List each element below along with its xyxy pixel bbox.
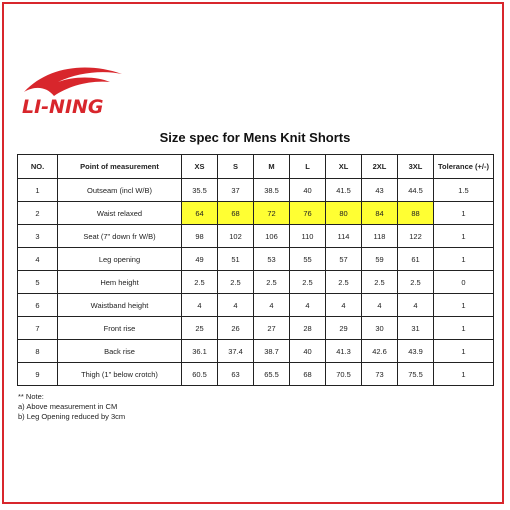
table-cell: 6	[18, 294, 58, 317]
table-cell: 53	[254, 248, 290, 271]
table-cell: 2.5	[290, 271, 326, 294]
table-cell: 84	[362, 202, 398, 225]
table-cell: 106	[254, 225, 290, 248]
notes	[18, 392, 125, 422]
table-cell: 1	[434, 248, 494, 271]
table-header-row	[18, 155, 494, 179]
table-cell: 30	[362, 317, 398, 340]
table-cell: 1	[434, 294, 494, 317]
column-header: XL	[326, 155, 362, 179]
table-cell: 43.9	[398, 340, 434, 363]
table-cell: 40	[290, 340, 326, 363]
table-cell: 5	[18, 271, 58, 294]
table-cell: 40	[290, 179, 326, 202]
table-cell: 59	[362, 248, 398, 271]
table-row	[18, 294, 494, 317]
column-header: L	[290, 155, 326, 179]
table-cell: 4	[182, 294, 218, 317]
table-row	[18, 248, 494, 271]
table-cell: 4	[326, 294, 362, 317]
table-cell: 44.5	[398, 179, 434, 202]
note-line: ** Note:	[18, 392, 44, 401]
table-cell: 1	[434, 317, 494, 340]
table-cell: 80	[326, 202, 362, 225]
column-header: M	[254, 155, 290, 179]
table-cell: 122	[398, 225, 434, 248]
table-cell: 2.5	[398, 271, 434, 294]
table-cell: 76	[290, 202, 326, 225]
table-cell: 49	[182, 248, 218, 271]
table-row	[18, 202, 494, 225]
table-cell: Front rise	[58, 317, 182, 340]
note-line: b) Leg Opening reduced by 3cm	[18, 412, 126, 421]
table-row	[18, 271, 494, 294]
table-cell: 68	[218, 202, 254, 225]
table-cell: 1	[434, 340, 494, 363]
table-cell: 9	[18, 363, 58, 386]
table-cell: 28	[290, 317, 326, 340]
table-cell: 29	[326, 317, 362, 340]
table-cell: 75.5	[398, 363, 434, 386]
table-cell: 43	[362, 179, 398, 202]
table-cell: 60.5	[182, 363, 218, 386]
table-cell: 57	[326, 248, 362, 271]
table-cell: Waistband height	[58, 294, 182, 317]
table-cell: Outseam (incl W/B)	[58, 179, 182, 202]
table-cell: Leg opening	[58, 248, 182, 271]
table-cell: 110	[290, 225, 326, 248]
table-cell: 2.5	[254, 271, 290, 294]
table-cell: 1	[434, 363, 494, 386]
table-cell: Seat (7" down fr W/B)	[58, 225, 182, 248]
table-cell: 7	[18, 317, 58, 340]
table-cell: 64	[182, 202, 218, 225]
table-cell: 70.5	[326, 363, 362, 386]
table-cell: 3	[18, 225, 58, 248]
note-line: a) Above measurement in CM	[18, 402, 118, 411]
column-header: NO.	[18, 155, 58, 179]
table-cell: 4	[218, 294, 254, 317]
column-header: S	[218, 155, 254, 179]
table-cell: 4	[290, 294, 326, 317]
column-header: Point of measurement	[58, 155, 182, 179]
table-cell: 1	[434, 225, 494, 248]
table-cell: 1	[434, 202, 494, 225]
table-cell: 35.5	[182, 179, 218, 202]
table-cell: 98	[182, 225, 218, 248]
table-cell: 36.1	[182, 340, 218, 363]
table-row	[18, 225, 494, 248]
table-row	[18, 317, 494, 340]
column-header: XS	[182, 155, 218, 179]
table-row	[18, 179, 494, 202]
table-cell: 51	[218, 248, 254, 271]
table-cell: 0	[434, 271, 494, 294]
column-header: 2XL	[362, 155, 398, 179]
column-header: Tolerance (+/-)	[434, 155, 494, 179]
table-cell: 4	[254, 294, 290, 317]
table-row	[18, 363, 494, 386]
table-cell: 8	[18, 340, 58, 363]
table-cell: 27	[254, 317, 290, 340]
table-cell: Waist relaxed	[58, 202, 182, 225]
table-cell: 68	[290, 363, 326, 386]
table-cell: 2.5	[182, 271, 218, 294]
table-cell: 41.5	[326, 179, 362, 202]
table-cell: 1	[18, 179, 58, 202]
table-cell: 73	[362, 363, 398, 386]
table-cell: 72	[254, 202, 290, 225]
table-cell: 2.5	[218, 271, 254, 294]
table-cell: 41.3	[326, 340, 362, 363]
table-cell: 118	[362, 225, 398, 248]
table-cell: Hem height	[58, 271, 182, 294]
page-title: Size spec for Mens Knit Shorts	[159, 130, 351, 145]
table-cell: 2.5	[362, 271, 398, 294]
table-cell: Thigh (1" below crotch)	[58, 363, 182, 386]
table-cell: 4	[18, 248, 58, 271]
table-cell: 38.7	[254, 340, 290, 363]
table-cell: 2	[18, 202, 58, 225]
table-cell: 4	[362, 294, 398, 317]
size-spec-table	[17, 154, 494, 386]
column-header: 3XL	[398, 155, 434, 179]
table-cell: 2.5	[326, 271, 362, 294]
table-cell: 42.6	[362, 340, 398, 363]
table-cell: 4	[398, 294, 434, 317]
table-cell: 31	[398, 317, 434, 340]
table-cell: 63	[218, 363, 254, 386]
table-cell: 114	[326, 225, 362, 248]
table-cell: 38.5	[254, 179, 290, 202]
brand-logo-text: LI-NING	[22, 96, 104, 118]
table-cell: 1.5	[434, 179, 494, 202]
table-cell: 37	[218, 179, 254, 202]
table-cell: Back rise	[58, 340, 182, 363]
table-row	[18, 340, 494, 363]
table-cell: 61	[398, 248, 434, 271]
table-cell: 102	[218, 225, 254, 248]
table-cell: 25	[182, 317, 218, 340]
table-cell: 55	[290, 248, 326, 271]
table-cell: 26	[218, 317, 254, 340]
table-cell: 37.4	[218, 340, 254, 363]
table-cell: 65.5	[254, 363, 290, 386]
table-cell: 88	[398, 202, 434, 225]
